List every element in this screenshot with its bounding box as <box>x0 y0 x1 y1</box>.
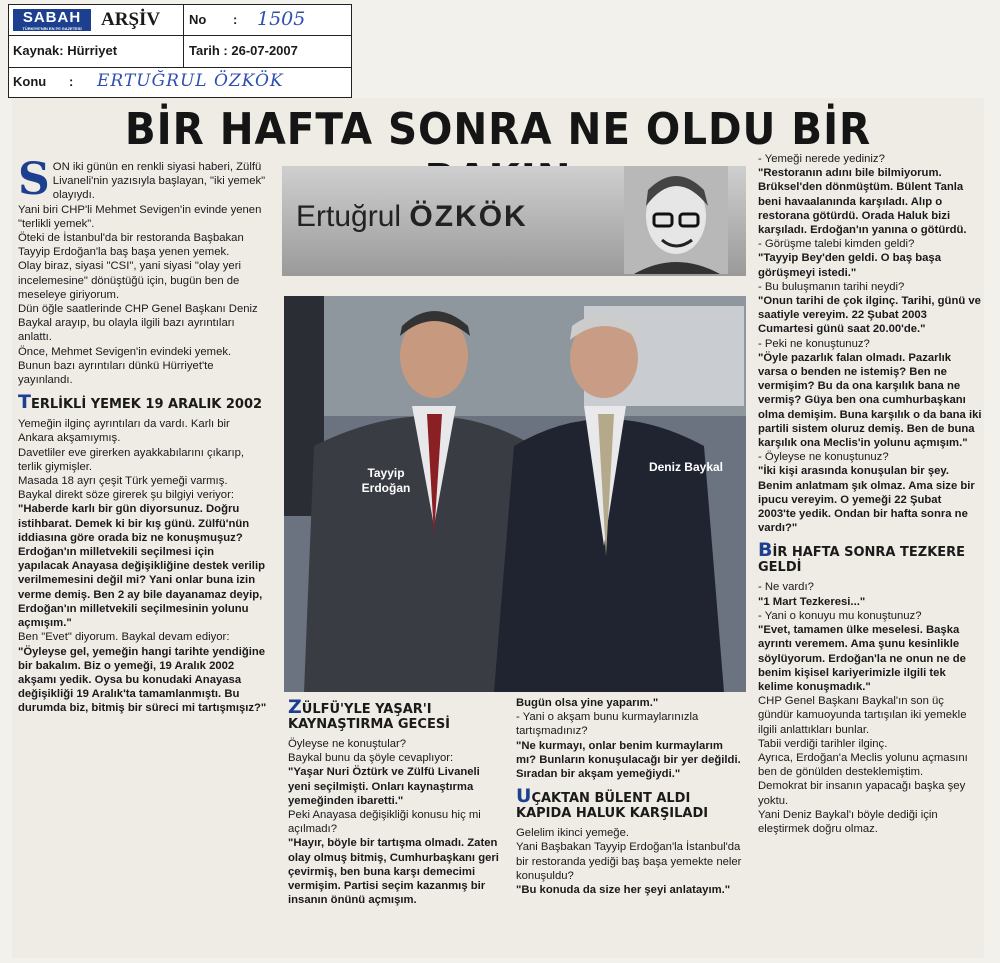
col1-p1: ON iki günün en renkli siyasi haberi, Zülfü Livaneli'nin yazısıyla başlayan, "iki yemek" olayıydı. <box>52 161 266 202</box>
col3-p3: Yani Başbakan Tayyip Erdoğan'la İstanbul'da bir restoranda yediği baş başa yemekte neler konuşuldu? <box>516 841 742 882</box>
col4-q3: "Onun tarihi de çok ilginç. Tarihi, günü ve saatiyle vereyim. 22 Şubat 2003 Cumartesi günü saat 20.00'de." <box>758 295 981 336</box>
col4-q5: "İki kişi arasında konuşulan bir şey. Benim anlatmam şık olmaz. Ama size bir ipucu vereyim. O yemeği 22 Şubat 2003'te yedik. Ondan bir hafta sonra ne vardı?" <box>758 465 975 535</box>
col4-p9: Tabii verdiği tarihler ilginç. <box>758 737 888 750</box>
logo-text: SABAH <box>22 9 82 26</box>
column-3 <box>516 696 742 897</box>
subheading-ucaktan <box>516 785 742 822</box>
col4-q7: "Evet, tamamen ülke meselesi. Başka ayrıntı veremem. Ama şunu kesinlikle söylüyorum. Erdoğan'la ne onun ne de benim kişisel kariyerimizle ilgili tek kelime konuşmadık." <box>758 624 966 693</box>
archive-row-2 <box>9 35 351 68</box>
divider <box>183 5 184 35</box>
column-4 <box>758 152 982 836</box>
author-name <box>296 200 528 234</box>
col1-p8: Yemeğin ilginç ayrıntıları da vardı. Karlı bir Ankara akşamıymış. <box>18 418 230 445</box>
author-first-name: Ertuğrul <box>296 200 402 233</box>
col4-p3: - Bu buluşmanın tarihi neydi? <box>758 280 905 293</box>
subheading-zulfu <box>288 696 500 732</box>
col4-q2: "Tayyip Bey'den geldi. O baş başa görüşmeyi istedi." <box>758 252 941 279</box>
col3-p1: - Yani o akşam bunu kurmaylarınızla tartışmadınız? <box>516 711 699 738</box>
column-1 <box>18 154 268 716</box>
no-value: 1505 <box>257 8 306 30</box>
subheading-rest: ERLİKLİ YEMEK 19 ARALIK 2002 <box>30 397 263 413</box>
col3-q0: Bugün olsa yine yaparım." <box>516 697 659 709</box>
date-text: Tarih : 26-07-2007 <box>189 43 298 58</box>
col4-p4: - Peki ne konuştunuz? <box>758 337 870 350</box>
subject-value: ERTUĞRUL ÖZKÖK <box>97 71 284 91</box>
byline-banner <box>282 166 746 276</box>
logo-subtext: TÜRKİYE'NİN EN İYİ GAZETESİ <box>22 26 82 31</box>
archive-stamp <box>8 4 352 98</box>
col4-p8: CHP Genel Başkanı Baykal'ın son üç gündür kamuoyunda tartışılan iki yemekle ilgili anlattıkları bunlar. <box>758 695 967 736</box>
col4-q1: "Restoranın adını bile bilmiyorum. Brüksel'den dönmüştüm. Bülent Tanla beni havaalanında karşıladı. Alıp o restorana götürdü. Orada Haluk bizi karşıladı. Erdoğan'ın yanına o götürdü. <box>758 167 967 237</box>
archive-row-3 <box>9 67 351 97</box>
col1-q2: "Öyleyse gel, yemeğin hangi tarihte yendiğine bir bakalım. Biz o yemeği, 19 Aralık 2002 akşamı yedik. Oysa bu konudaki Anayasa değişikliği 19 Aralık'ta tamamlanmıştı. Bu durumda biz, bitmiş bir süreci mi tartışmışız?" <box>18 645 267 715</box>
col1-p5: Dün öğle saatlerinde CHP Genel Başkanı Deniz Baykal arayıp, bu olayla ilgili bazı ayrıntıları anlattı. <box>18 303 258 344</box>
col1-p12: Ben "Evet" diyorum. Baykal devam ediyor: <box>18 631 230 644</box>
col1-p4: Olay biraz, siyasi "CSI", yani siyasi "olay yeri incelemesine" dönüştüğü için, bugün ben de meseleye giriyorum. <box>18 260 241 301</box>
col1-p9: Davetliler eve girerken ayakkabılarını çıkarıp, terlik giymişler. <box>18 446 245 473</box>
subject-separator: : <box>69 74 74 89</box>
col2-p2: Baykal bunu da şöyle cevaplıyor: <box>288 752 454 765</box>
subheading-rest: İR HAFTA SONRA TEZKERE GELDİ <box>758 545 966 576</box>
archive-row-1 <box>9 5 351 36</box>
col2-q1: "Yaşar Nuri Öztürk ve Zülfü Livaneli yeni seçilmişti. Onları kaynaştırma yemeğinden ibaretti." <box>288 766 480 807</box>
col2-p3: Peki Anayasa değişikliği konusu hiç mi açılmadı? <box>288 809 481 836</box>
drop-cap: S <box>18 154 50 205</box>
archive-label: ARŞİV <box>101 9 161 30</box>
photo-erdogan-baykal <box>284 296 746 692</box>
newspaper-clipping <box>12 98 984 958</box>
subheading-rest: ÜLFÜ'YLE YAŞAR'I KAYNAŞTIRMA GECESİ <box>288 702 451 732</box>
col1-p6: Önce, Mehmet Sevigen'in evindeki yemek. <box>18 345 232 358</box>
col1-p7: Bunun bazı ayrıntıları dünkü Hürriyet'te yayınlandı. <box>18 359 214 387</box>
col4-p11: Demokrat bir insanın yapacağı başka şey yoktu. <box>758 780 966 807</box>
photo-label-erdogan: Tayyip Erdoğan <box>361 466 411 495</box>
divider <box>183 35 184 67</box>
author-portrait <box>624 166 728 274</box>
subheading-terlikli <box>18 391 268 414</box>
no-label: No <box>189 12 207 27</box>
col1-p10: Masada 18 ayrı çeşit Türk yemeği varmış. <box>18 475 228 488</box>
col4-p7: - Yani o konuyu mu konuştunuz? <box>758 609 922 622</box>
subheading-cap: Z <box>288 696 302 718</box>
col3-p2: Gelelim ikinci yemeğe. <box>516 827 630 840</box>
subheading-cap: B <box>758 539 773 562</box>
col2-q2: "Hayır, böyle bir tartışma olmadı. Zaten olay olmuş bitmiş, Cumhurbaşkanı geri çevirmiş, ben buna karşı demecimi vermişim. Partisi seçim kazanmış bir insanın önünü açmışım. <box>288 837 499 907</box>
col3-q2: "Bu konuda da size her şeyi anlatayım." <box>516 884 731 897</box>
col2-p1: Öyleyse ne konuştular? <box>288 738 407 750</box>
headline: BİR HAFTA SONRA NE OLDU BİR <box>124 104 872 155</box>
subheading-rest: ÇAKTAN BÜLENT ALDI KAPIDA HALUK KARŞILADI <box>516 791 709 822</box>
col4-p5: - Öyleyse ne konuştunuz? <box>758 451 889 464</box>
subheading-tezkere <box>758 539 982 576</box>
subject-label: Konu <box>13 74 47 89</box>
no-separator: : <box>233 12 238 27</box>
sabah-logo <box>13 9 91 31</box>
col4-p10: Ayrıca, Erdoğan'a Meclis yolunu açmasını ben de gönülden desteklemiştim. <box>758 751 968 779</box>
col1-p11: Baykal direkt söze girerek şu bilgiyi veriyor: <box>18 489 234 502</box>
col4-p6: - Ne vardı? <box>758 581 814 594</box>
col4-p2: - Görüşme talebi kimden geldi? <box>758 238 915 251</box>
subheading-cap: T <box>18 391 31 414</box>
col1-p3: Öteki de İstanbul'da bir restoranda Başbakan Tayyip Erdoğan'la baş başa yenen yemek. <box>18 232 244 259</box>
col1-p2: Yani biri CHP'li Mehmet Sevigen'in evinde yenen "terlikli yemek". <box>18 203 262 230</box>
author-last-name: ÖZKÖK <box>409 200 528 233</box>
col4-p12: Yani Deniz Baykal'ı böyle dediği için eleştirmek doğru olmaz. <box>758 808 938 835</box>
subheading-cap: U <box>516 785 532 808</box>
col4-q6: "1 Mart Tezkeresi..." <box>758 595 866 608</box>
col4-p1: - Yemeği nerede yediniz? <box>758 153 885 165</box>
col1-q1: "Haberde karlı bir gün diyorsunuz. Doğru istihbarat. Demek ki bir kış günü. Zülfü'nün iddiasına göre orada biz ne konuşmuşuz? Erdoğan'ın milletvekili seçilmesi için yapılacak Anayasa değişikliğine destek verilip verilmemesini değil mi? Yani onlar buna izin verme demiş. Ben 2 ay bile dayanamaz deyip, Erdoğan'ın milletvekili seçilmesinin yolunu açmışım." <box>18 503 265 630</box>
col3-q1: "Ne kurmayı, onlar benim kurmaylarım mı? Bunların konuşulacağı bir yer değildi. Sıradan bir akşam yemeğiydi." <box>516 739 741 781</box>
col4-q4: "Öyle pazarlık falan olmadı. Pazarlık varsa o benden ne istemiş? Ben ne vermişim? Bu da ona karşılık bana ne vermiş? Güya ben ona cumhurbaşkanı olma demişim. Buna karşılık o da bana iki partili sistem oluruz demiş. Ben de buna karşılık ona Meclis'in yolunu açmışım." <box>758 351 982 450</box>
photo-label-baykal: Deniz Baykal <box>648 460 724 474</box>
column-2 <box>288 696 500 907</box>
source-text: Kaynak: Hürriyet <box>13 43 118 58</box>
